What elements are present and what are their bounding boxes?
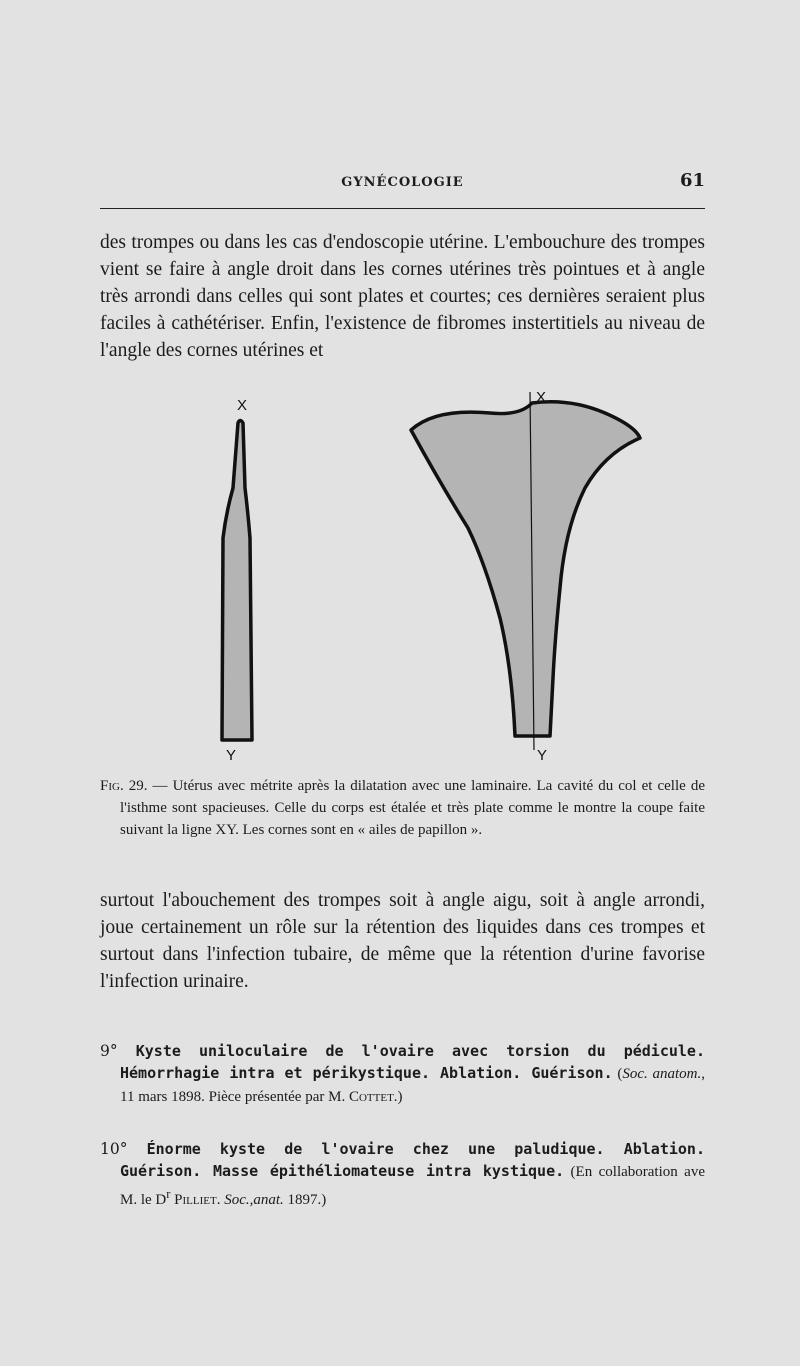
body-paragraph-2: surtout l'abouchement des trompes soit à angle aigu, soit à angle arrondi, joue certainement un rôle sur la rétention des liquides dans ces trompes et surtout dans l'infection tubaire, de même que la rétention d'urine favorise l'infection urinaire. [100,890,705,992]
uterus-diagram [100,378,705,770]
canal-outline-left [222,421,252,741]
entry-ref-open: (En collaboration ave M. le D [120,1164,705,1208]
entry-journal: Soc.,anat. [224,1192,284,1208]
running-title: GYNÉCOLOGIE [341,175,464,190]
label-y-left: Y [226,747,237,764]
entry-title: Énorme kyste de l'ovaire chez une paludique. Ablation. Guérison. Masse épithéliomateuse intra kystique. [120,1140,705,1180]
caption-text: — Utérus avec métrite après la dilatation avec une laminaire. La cavité du col et celle de l'isthme sont spacieuses. Celle du corps est étalée et très plate comme le montre la coupe faite suivant la ligne XY. Les cornes sont en « ailes de papillon ». [120,778,705,838]
header-rule [100,208,705,209]
entry-person: M. Cottet [328,1089,394,1105]
figure-caption [100,775,705,841]
label-x-left: X [237,397,248,414]
entry-title: Kyste uniloculaire de l'ovaire avec torsion du pédicule. Hémorrhagie intra et périkystique. Ablation. Guérison. [117,1042,705,1082]
entry-ref-close: 1897.) [283,1192,327,1208]
body-paragraph-1: des trompes ou dans les cas d'endoscopie utérine. L'embouchure des trompes vient se faire à angle droit dans les cornes utérines très pointues et à angle très arrondi dans celles qui sont plates et courtes; ces dernières seraient plus faciles à cathétériser. Enfin, l'existence de fibromes instertitiels au niveau de l'angle des cornes utérines et [100,232,705,361]
cavity-outline-right [411,402,640,736]
label-y-right: Y [537,747,548,764]
entry-ref-rest: , 11 mars 1898. Pièce présentée par [120,1066,705,1105]
figure-29 [100,378,705,770]
caption-label: Fig. 29. [100,778,148,794]
entry-person: Pilliet [170,1192,217,1208]
entry-ref-sup: r [166,1187,171,1201]
entry-journal: Soc. anatom. [622,1066,702,1082]
bibliography-entry-10 [100,1138,705,1211]
bibliography-entry-9 [100,1040,705,1108]
entry-ref-open: ( [612,1066,623,1082]
entry-number: 9° [100,1042,118,1060]
entry-ref-sep: . [216,1192,225,1208]
page-header [100,170,705,200]
page-number: 61 [679,170,705,191]
entry-ref-close: .) [393,1089,403,1105]
entry-number: 10° [100,1140,128,1158]
label-x-right: X [536,389,547,406]
